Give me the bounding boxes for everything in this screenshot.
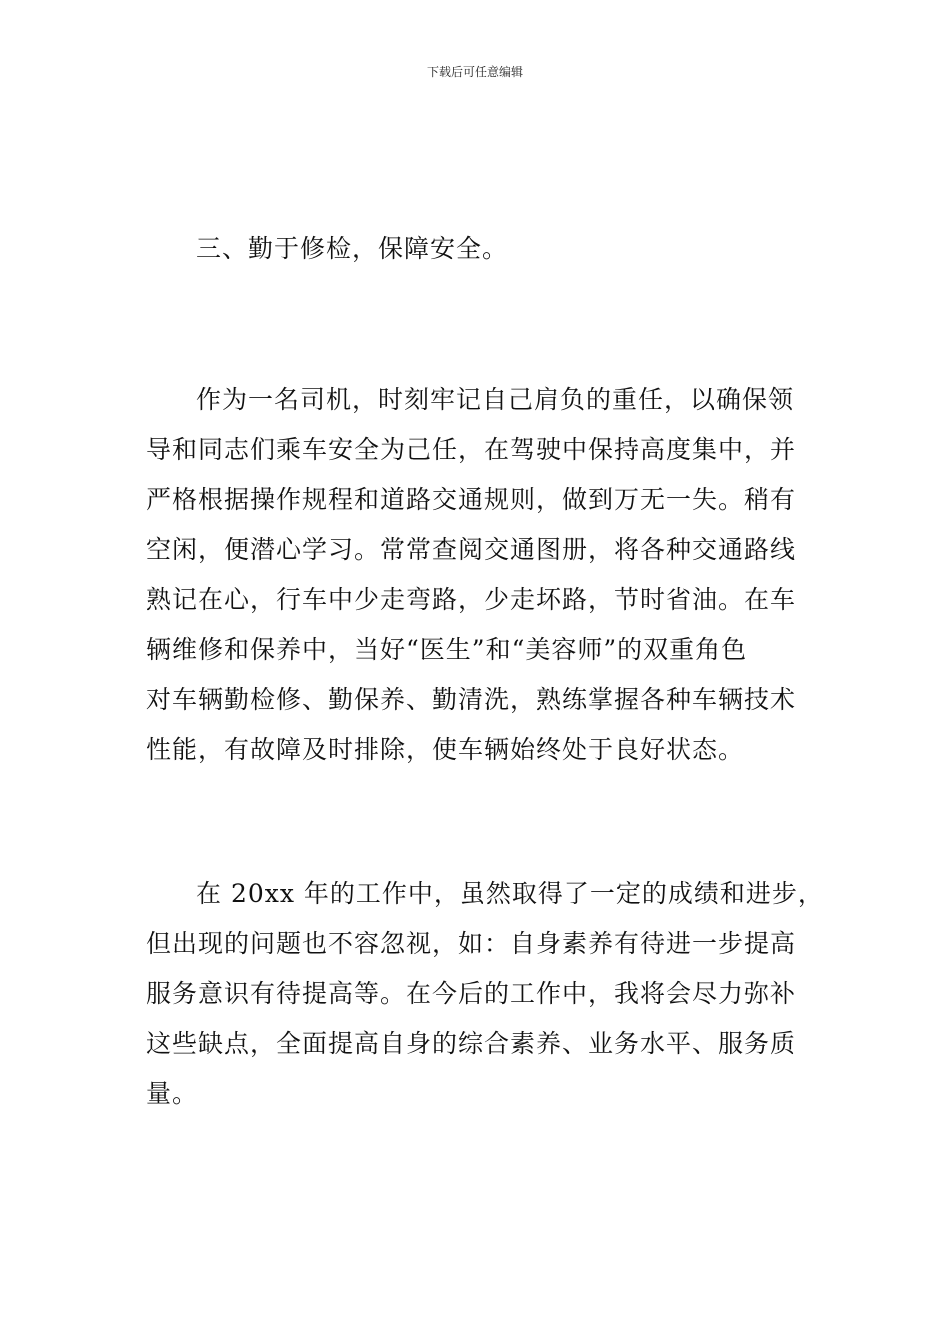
paragraph-2 [146,869,824,1119]
paragraph-line: 服务意识有待提高等。在今后的工作中，我将会尽力弥补 [146,979,797,1008]
paragraph-1 [146,375,811,775]
paragraph-line: 这些缺点，全面提高自身的综合素养、业务水平、服务质 [146,1029,797,1058]
paragraph-line: 作为一名司机，时刻牢记自己肩负的重任，以确保领 [196,385,795,414]
paragraph-line: 导和同志们乘车安全为己任，在驾驶中保持高度集中，并 [146,435,797,464]
section-heading: 三、勤于修检，保障安全。 [196,234,509,263]
paragraph-line: 对车辆勤检修、勤保养、勤清洗，熟练掌握各种车辆技术 [146,685,797,714]
page-header: 下载后可任意编辑 [426,65,523,79]
paragraph-line: 性能，有故障及时排除，使车辆始终处于良好状态。 [146,735,745,764]
paragraph-line: 但出现的问题也不容忽视，如：自身素养有待进一步提高 [146,929,797,958]
paragraph-line: 熟记在心，行车中少走弯路，少走坏路，节时省油。在车 [146,585,797,614]
paragraph-line: 严格根据操作规程和道路交通规则，做到万无一失。稍有 [146,485,797,514]
paragraph-line: 量。 [146,1079,199,1108]
paragraph-line: 在 20xx 年的工作中，虽然取得了一定的成绩和进步， [196,879,824,908]
paragraph-line: 辆维修和保养中，当好“医生”和“美容师”的双重角色 [146,635,748,664]
paragraph-line: 空闲，便潜心学习。常常查阅交通图册，将各种交通路线 [146,535,797,564]
